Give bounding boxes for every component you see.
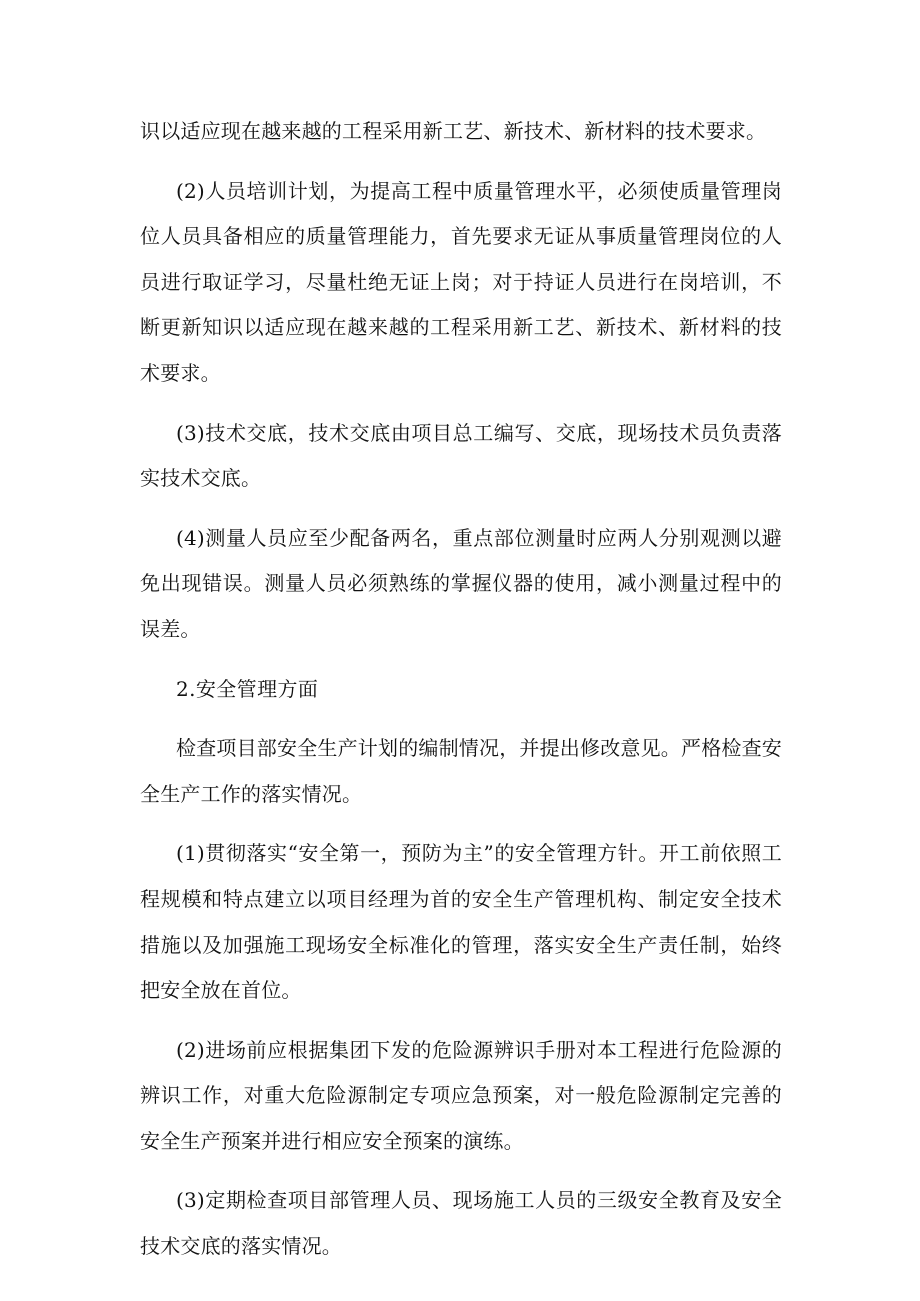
paragraph-training-plan: (2)人员培训计划，为提高工程中质量管理水平，必须使质量管理岗位人员具备相应的质量管理能力，首先要求无证从事质量管理岗位的人员进行取证学习，尽量杜绝无证上岗；对于持证人员进行在岗培训，不断更新知识以适应现在越来越的工程采用新工艺、新技术、新材料的技术要求。 (140, 178, 782, 385)
document-body (140, 109, 782, 1284)
paragraph-surveying-staff: (4)测量人员应至少配备两名，重点部位测量时应两人分别观测以避免出现错误。测量人员必须熟练的掌握仪器的使用，减小测量过程中的误差。 (140, 525, 782, 641)
paragraph-hazard-identification: (2)进场前应根据集团下发的危险源辨识手册对本工程进行危险源的辨识工作，对重大危险源制定专项应急预案，对一般危险源制定完善的安全生产预案并进行相应安全预案的演练。 (140, 1037, 782, 1153)
section-heading-safety: 2.安全管理方面 (176, 676, 319, 701)
paragraph-safety-policy: (1)贯彻落实“安全第一，预防为主”的安全管理方针。开工前依照工程规模和特点建立以项目经理为首的安全生产管理机构、制定安全技术措施以及加强施工现场安全标准化的管理，落实安全生产责任制，始终把安全放在首位。 (140, 841, 782, 1003)
paragraph-safety-plan-check: 检查项目部安全生产计划的编制情况，并提出修改意见。严格检查安全生产工作的落实情况。 (140, 736, 782, 806)
paragraph-technical-briefing: (3)技术交底，技术交底由项目总工编写、交底，现场技术员负责落实技术交底。 (140, 420, 782, 491)
paragraph-safety-education-check: (3)定期检查项目部管理人员、现场施工人员的三级安全教育及安全技术交底的落实情况。 (140, 1188, 782, 1259)
paragraph-continuation: 识以适应现在越来越的工程采用新工艺、新技术、新材料的技术要求。 (140, 119, 767, 143)
